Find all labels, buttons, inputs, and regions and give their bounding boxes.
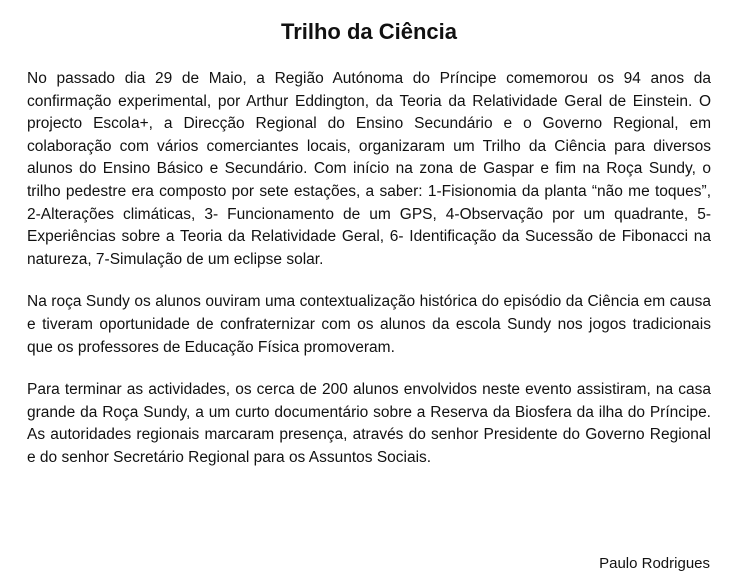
document-title: Trilho da Ciência bbox=[280, 19, 458, 44]
paragraph-2: Na roça Sundy os alunos ouviram uma contextualização histórica do episódio da Ciência em causa e tiveram oportunidade de confraternizar com os alunos da escola Sundy nos jogos tradicionais que os professores de Educação Física promoveram. bbox=[27, 293, 711, 356]
author-signature: Paulo Rodrigues bbox=[599, 555, 710, 572]
paragraph-1: No passado dia 29 de Maio, a Região Autónoma do Príncipe comemorou os 94 anos da confirmação experimental, por Arthur Eddington, da Teoria da Relatividade Geral de Einstein. O projecto Escola+, a Direcção Regional do Ensino Secundário e o Governo Regional, em colaboração com vários comerciantes locais, organizaram um Trilho da Ciência para diversos alunos do Ensino Básico e Secundário. Com início na zona de Gaspar e fim na Roça Sundy, o trilho pedestre era composto por sete estações, a saber: 1-Fisionomia da planta “não me toques”, 2-Alterações climáticas, 3- Funcionamento de um GPS, 4-Observação por um quadrante, 5-Experiências sobre a Teoria da Relatividade Geral, 6- Identificação da Sucessão de Fibonacci na natureza, 7-Simulação de um eclipse solar. bbox=[27, 70, 711, 268]
document-body bbox=[27, 68, 711, 490]
paragraph-3: Para terminar as actividades, os cerca de 200 alunos envolvidos neste evento assistiram, na casa grande da Roça Sundy, a um curto documentário sobre a Reserva da Biosfera da ilha do Príncipe. As autoridades regionais marcaram presença, através do senhor Presidente do Governo Regional e do senhor Secretário Regional para os Assuntos Sociais. bbox=[27, 381, 711, 466]
